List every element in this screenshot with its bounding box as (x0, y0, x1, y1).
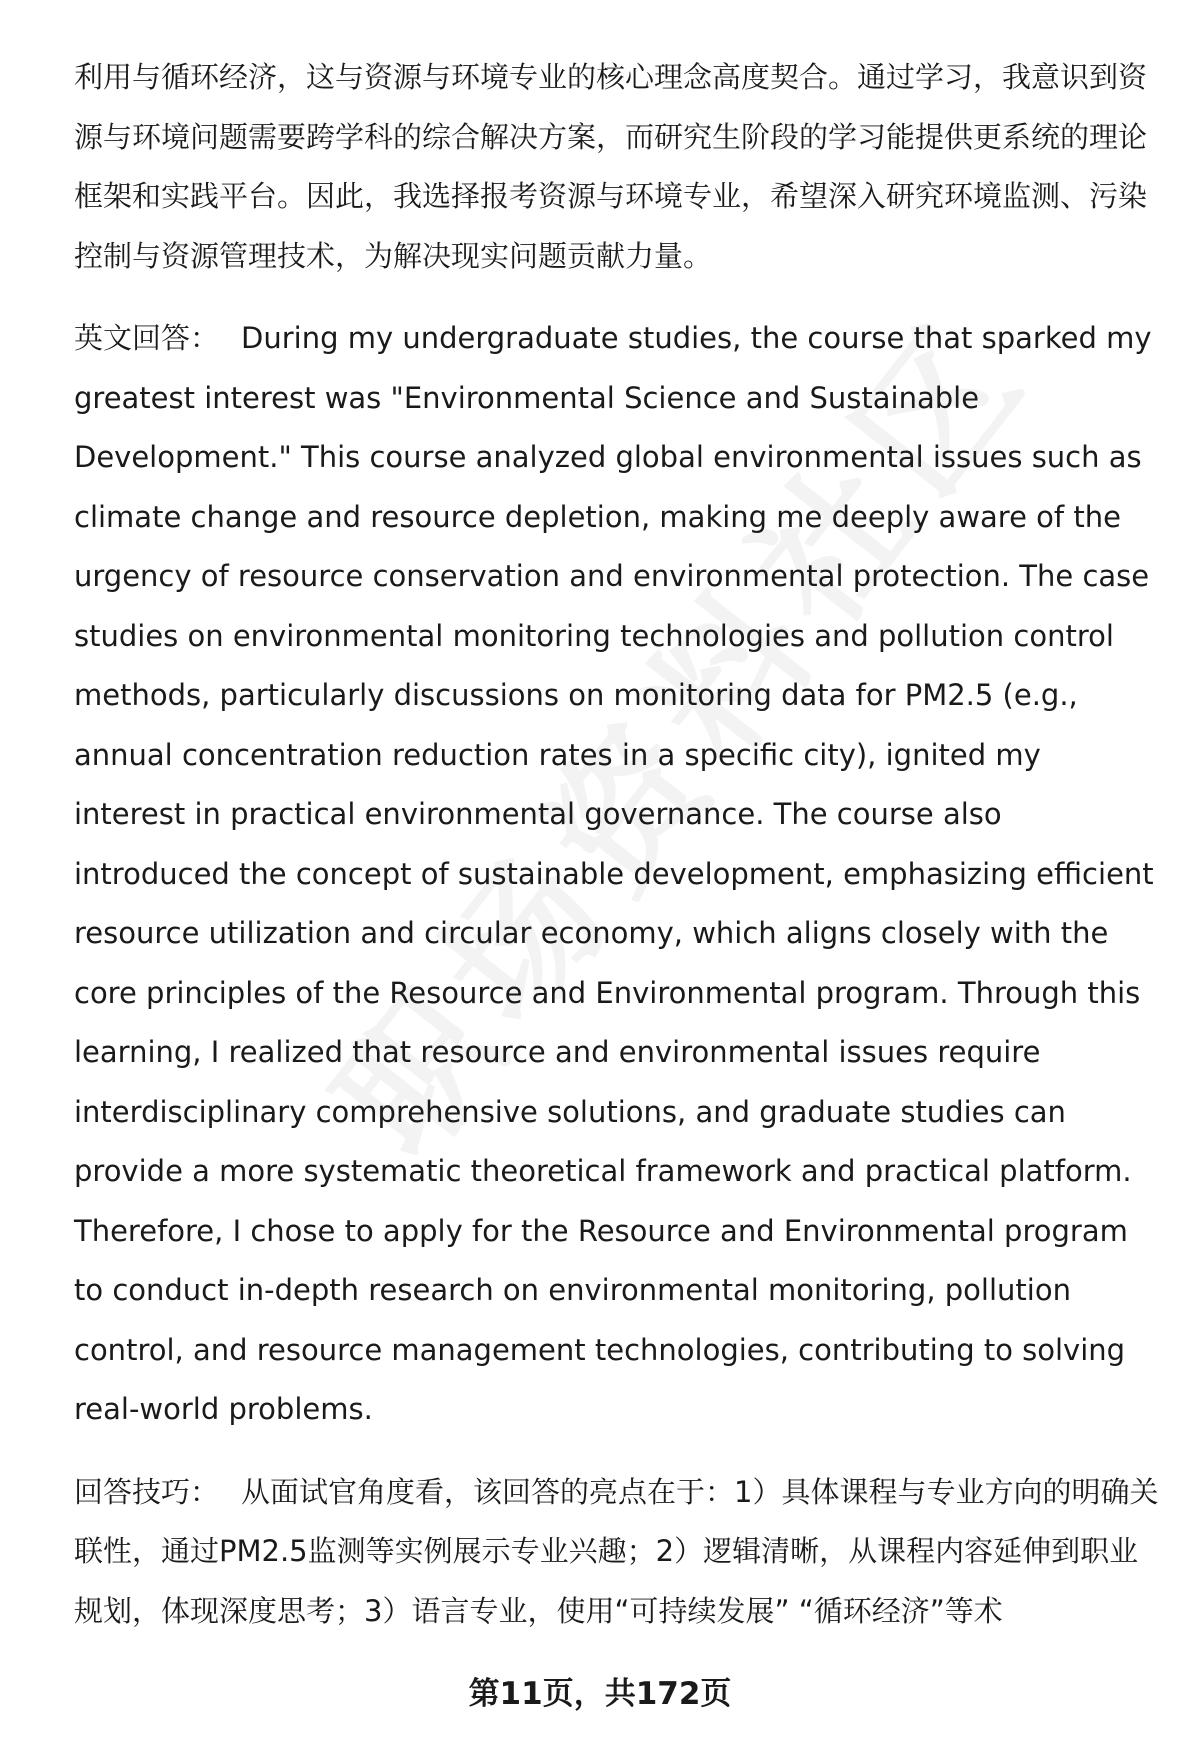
page-content (74, 48, 1159, 1641)
page-number-footer: 第11页，共172页 (468, 1676, 732, 1712)
english-answer-label: 英文回答： (74, 321, 220, 355)
english-answer-text: During my undergraduate studies, the course that sparked my greatest interest was "Environmental Science and Sustainable Development." This course analyzed global environmental issues such as climate change and resource depletion, making me deeply aware of the urgency of resource conservation and environmental protection. The case studies on environmental monitoring technologies and pollution control methods, particularly discussions on monitoring data for PM2.5 (e.g., annual concentration reduction rates in a specific city), ignited my interest in practical environmental governance. The course also introduced the concept of sustainable development, emphasizing efficient resource utilization and circular economy, which aligns closely with the core principles of the Resource and Environmental program. Through this learning, I realized that resource and environmental issues require interdisciplinary comprehensive solutions, and graduate studies can provide a more systematic theoretical framework and practical platform. Therefore, I chose to apply for the Resource and Environmental program to conduct in-depth research on environmental monitoring, pollution control, and resource management technologies, contributing to solving real-world problems. (74, 321, 1154, 1426)
answer-tips-text: 从面试官角度看，该回答的亮点在于：1）具体课程与专业方向的明确关联性，通过PM2.5监测等实例展示专业兴趣；2）逻辑清晰，从课程内容延伸到职业规划，体现深度思考；3）语言专业，使用“可持续发展” “循环经济”等术 (74, 1474, 1159, 1628)
answer-tips-paragraph (74, 1463, 1159, 1642)
answer-tips-label: 回答技巧： (74, 1474, 220, 1509)
chinese-answer-continuation: 利用与循环经济，这与资源与环境专业的核心理念高度契合。通过学习，我意识到资源与环境问题需要跨学科的综合解决方案，而研究生阶段的学习能提供更系统的理论框架和实践平台。因此，我选择报考资源与环境专业，希望深入研究环境监测、污染控制与资源管理技术，为解决现实问题贡献力量。 (74, 60, 1148, 273)
english-answer-paragraph (74, 309, 1159, 1440)
